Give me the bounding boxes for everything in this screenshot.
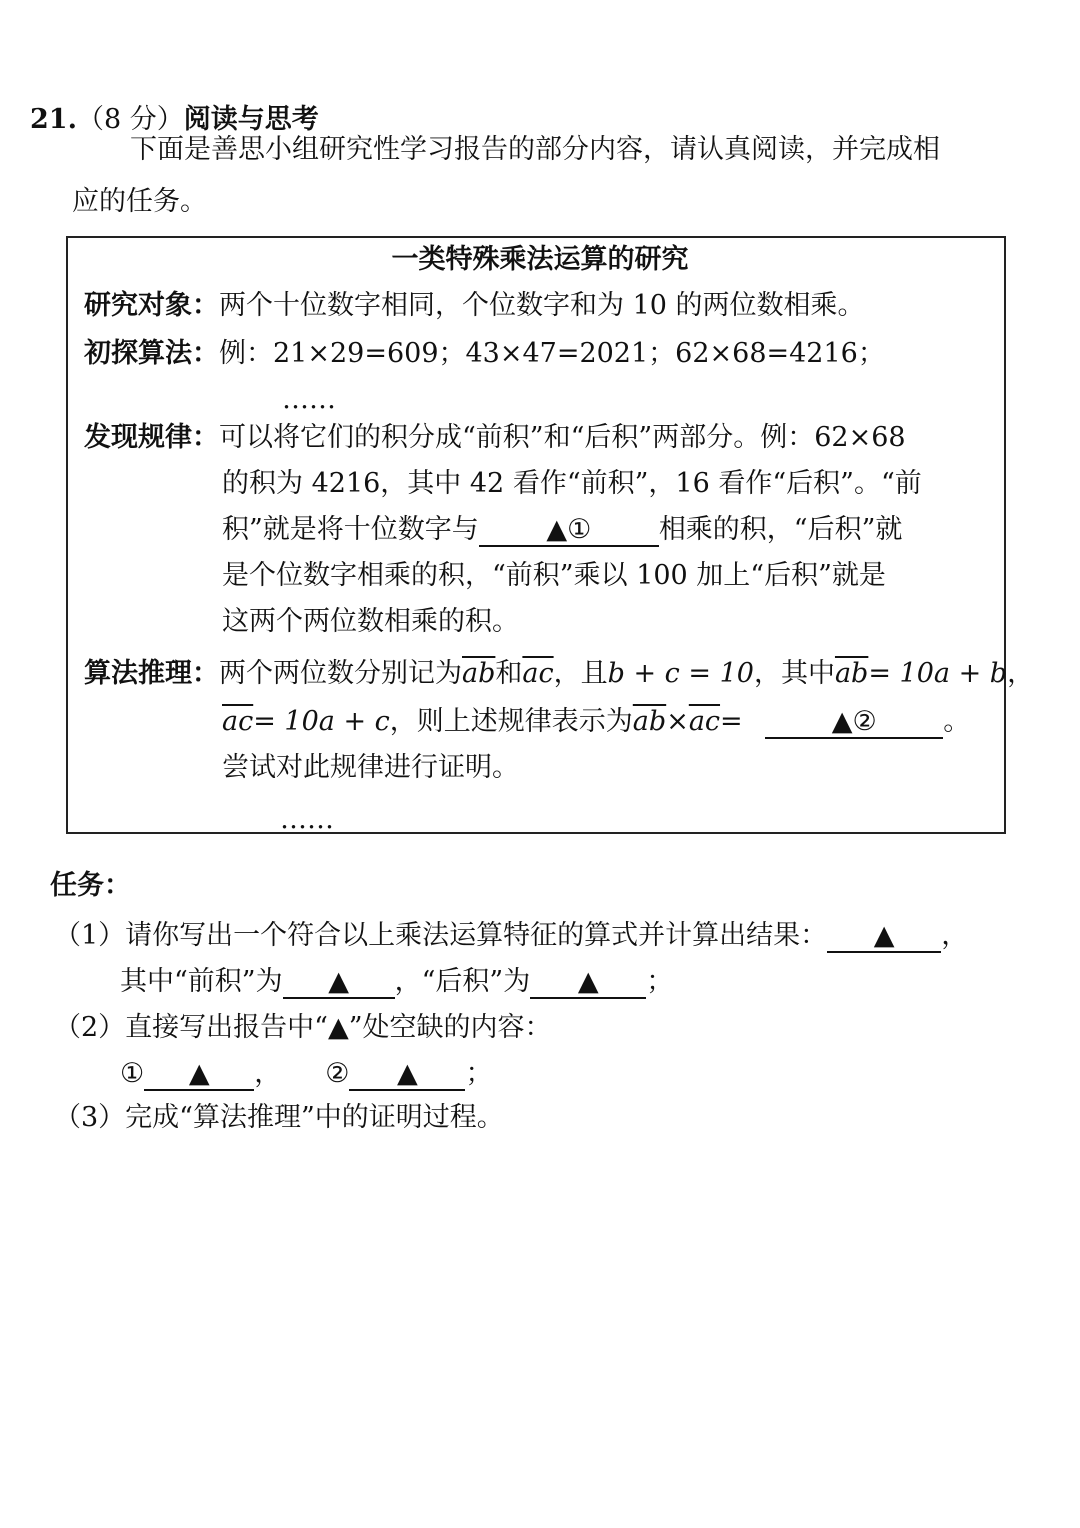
task-2-blank-2[interactable]: ▲ <box>349 1059 465 1091</box>
circle-2-label: ② <box>325 1058 350 1089</box>
question-title: 阅读与思考 <box>183 104 319 135</box>
overline-ac: $\overline{ac}$ <box>522 658 554 689</box>
reason-end: 。 <box>943 706 971 737</box>
reason-text-c: ，其中 <box>753 658 835 689</box>
rule-text-3-post: 相乘的积，“后积”就 <box>658 514 903 545</box>
overline-ab-3: $\overline{ab}$ <box>632 706 667 737</box>
reason-label: 算法推理： <box>84 658 219 689</box>
task-2-blank-1[interactable]: ▲ <box>144 1059 254 1091</box>
task-2-line-2 <box>120 1054 492 1094</box>
task-1-text: （1）请你写出一个符合以上乘法运算特征的算式并计算出结果： <box>54 920 828 951</box>
rule-label: 发现规律： <box>84 422 219 453</box>
task-3: （3）完成“算法推理”中的证明过程。 <box>54 1102 504 1133</box>
task-1-line-1 <box>54 916 968 956</box>
task-1-end: ； <box>646 966 674 997</box>
intro-line-2: 应的任务。 <box>72 186 207 217</box>
rule-text-3-pre: 积”就是将十位数字与 <box>222 514 479 545</box>
task-1-blank-front[interactable]: ▲ <box>283 967 395 999</box>
report-title: 一类特殊乘法运算的研究 <box>391 244 689 275</box>
reason-text-b: ，且 <box>553 658 608 689</box>
rule-text-1: 可以将它们的积分成“前积”和“后积”两部分。例：62×68 <box>219 422 906 453</box>
reason-text-a: 两个两位数分别记为 <box>219 658 462 689</box>
reason-line-2 <box>222 702 970 742</box>
task-1-blank-back[interactable]: ▲ <box>530 967 646 999</box>
question-number: 21. <box>30 104 77 135</box>
overline-ab-2: $\overline{ab}$ <box>834 658 869 689</box>
algo-text: 例：21×29=609；43×47=2021；62×68=4216； <box>219 338 885 369</box>
rule-line-3 <box>222 510 902 550</box>
object-text: 两个十位数字相同，个位数字和为 10 的两位数相乘。 <box>219 290 865 321</box>
reason-line-1 <box>84 654 1034 694</box>
initial-algorithm <box>84 334 885 374</box>
equals-sign: = <box>720 706 743 737</box>
task-1-front-label: 其中“前积”为 <box>120 966 283 997</box>
rule-line-4: 是个位数字相乘的积，“前积”乘以 100 加上“后积”就是 <box>222 560 886 591</box>
rule-line-2: 的积为 4216，其中 42 看作“前积”，16 看作“后积”。“前 <box>222 468 922 499</box>
blank-2[interactable]: ▲② <box>765 707 943 739</box>
task-1-blank-formula[interactable]: ▲ <box>827 921 941 953</box>
blank-1[interactable]: ▲① <box>479 515 659 547</box>
task-1-back-label: ，“后积”为 <box>394 966 531 997</box>
overline-ac-2: $\overline{ac}$ <box>222 706 254 737</box>
task-1-comma: ， <box>941 920 969 951</box>
intro-line-1: 下面是善思小组研究性学习报告的部分内容，请认真阅读，并完成相 <box>130 134 940 165</box>
rule-line-1 <box>84 418 906 458</box>
rule-line-5: 这两个两位数相乘的积。 <box>222 606 519 637</box>
reason-condition: b + c = 10 <box>607 658 754 689</box>
task-1-line-2 <box>120 962 673 1002</box>
ellipsis-2: …… <box>280 804 334 835</box>
tasks-heading: 任务： <box>50 870 131 901</box>
question-points: （8 分） <box>76 104 184 135</box>
reason-and: 和 <box>495 658 523 689</box>
research-object <box>84 286 865 326</box>
circle-1-label: ① <box>120 1058 145 1089</box>
ellipsis-1: …… <box>282 384 336 415</box>
overline-ac-3: $\overline{ac}$ <box>688 706 721 737</box>
algo-label: 初探算法： <box>84 338 219 369</box>
reason-eq-1: = 10a + b <box>868 658 1008 689</box>
reason-text-d: ，则上述规律表示为 <box>389 706 633 737</box>
times-sign: × <box>666 706 689 737</box>
reason-eq-2: = 10a + c <box>253 706 390 737</box>
overline-ab: $\overline{ab}$ <box>462 658 496 689</box>
object-label: 研究对象： <box>84 290 219 321</box>
task-2-line-1: （2）直接写出报告中“▲”处空缺的内容： <box>54 1012 552 1043</box>
reason-comma: ， <box>1007 658 1035 689</box>
reason-line-3: 尝试对此规律进行证明。 <box>222 752 519 783</box>
task-2-end: ； <box>465 1058 493 1089</box>
task-2-comma: ， <box>254 1058 282 1089</box>
